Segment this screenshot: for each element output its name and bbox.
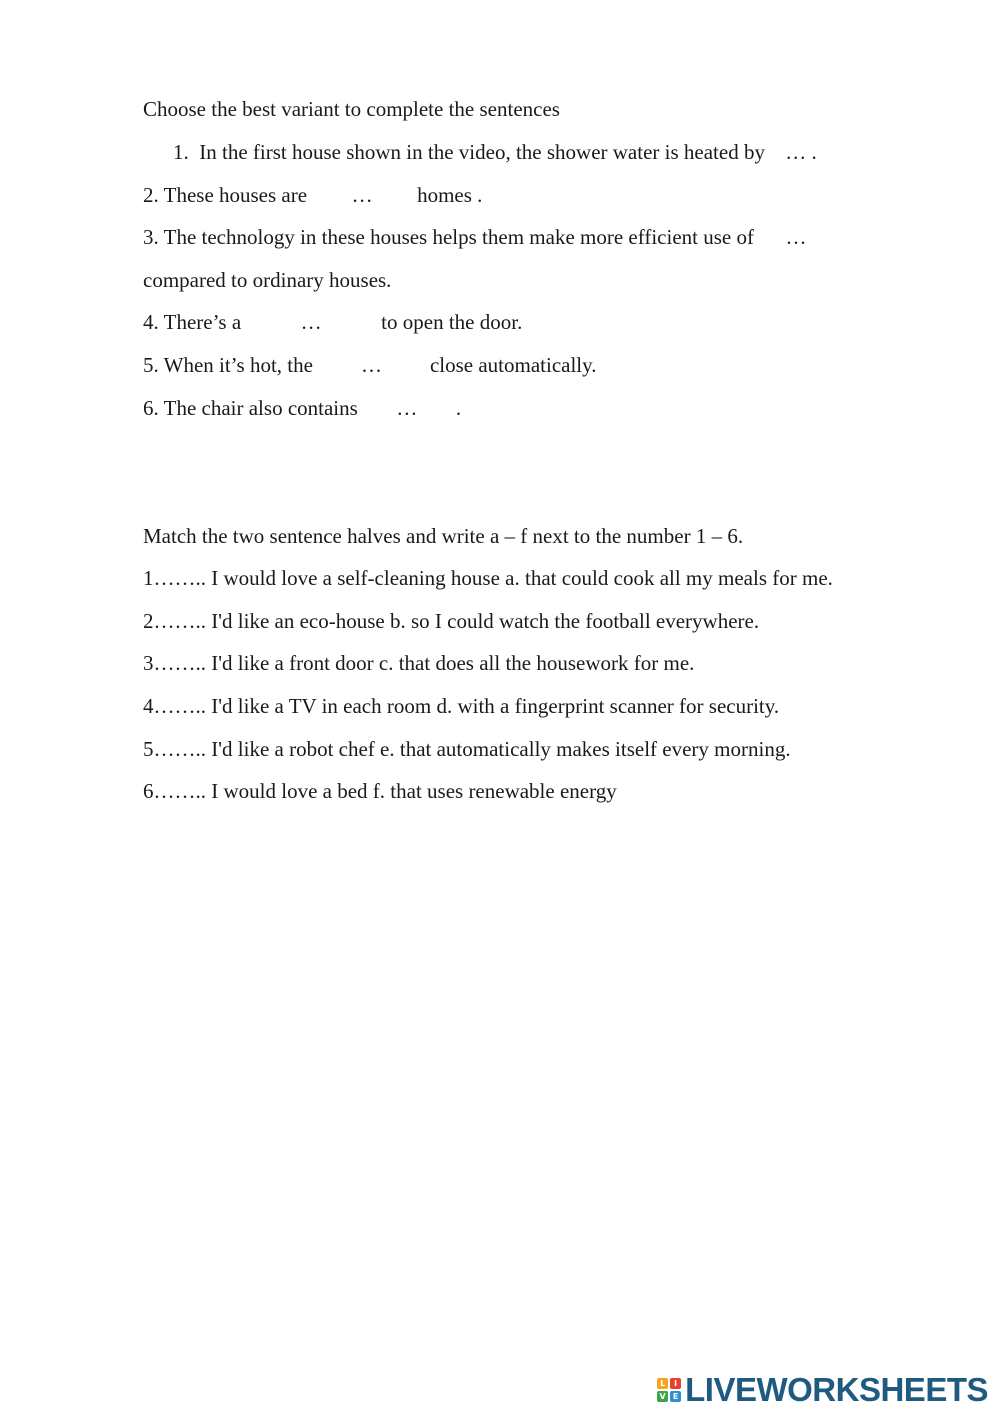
question-2-after: homes . bbox=[417, 183, 483, 207]
question-5-before: 5. When it’s hot, the bbox=[143, 353, 313, 377]
question-3-before: 3. The technology in these houses helps them make more efficient use of bbox=[143, 225, 754, 249]
logo-tile-l: L bbox=[657, 1378, 668, 1389]
question-2-before: 2. These houses are bbox=[143, 183, 308, 207]
liveworksheets-brand bbox=[657, 1372, 988, 1408]
question-6-after: . bbox=[455, 396, 462, 420]
question-1-text: In the first house shown in the video, the shower water is heated by bbox=[199, 140, 765, 164]
question-4-before: 4. There’s a bbox=[143, 310, 242, 334]
question-6-blank[interactable]: … bbox=[396, 396, 418, 420]
section1-heading: Choose the best variant to complete the sentences bbox=[143, 97, 560, 121]
question-3-blank[interactable]: … bbox=[785, 225, 807, 249]
match-item-5[interactable]: 5…….. I'd like a robot chef e. that automatically makes itself every morning. bbox=[143, 737, 791, 761]
question-5-blank[interactable]: … bbox=[360, 353, 382, 377]
logo-tile-v: V bbox=[657, 1391, 668, 1402]
question-6-before: 6. The chair also contains bbox=[143, 396, 358, 420]
question-3 bbox=[143, 224, 838, 250]
question-2-blank[interactable]: … bbox=[351, 183, 373, 207]
liveworksheets-logo-icon bbox=[657, 1378, 681, 1402]
match-item-6[interactable]: 6…….. I would love a bed f. that uses renewable energy bbox=[143, 779, 617, 803]
question-2 bbox=[143, 182, 482, 208]
logo-tile-e: E bbox=[670, 1391, 681, 1402]
match-item-1[interactable]: 1…….. I would love a self-cleaning house a. that could cook all my meals for me. bbox=[143, 566, 833, 590]
match-item-3[interactable]: 3…….. I'd like a front door c. that does all the housework for me. bbox=[143, 651, 695, 675]
question-4 bbox=[143, 309, 522, 335]
question-1 bbox=[173, 139, 837, 165]
question-6 bbox=[143, 395, 461, 421]
brand-wordmark: LIVEWORKSHEETS bbox=[685, 1371, 988, 1408]
question-5-after: close automatically. bbox=[429, 353, 597, 377]
question-1-number: 1. bbox=[173, 140, 189, 164]
question-1-blank[interactable]: … . bbox=[785, 140, 817, 164]
logo-tile-i: I bbox=[670, 1378, 681, 1389]
match-item-2[interactable]: 2…….. I'd like an eco-house b. so I could watch the football everywhere. bbox=[143, 609, 760, 633]
match-item-4[interactable]: 4…….. I'd like a TV in each room d. with a fingerprint scanner for security. bbox=[143, 694, 780, 718]
question-3-continuation: compared to ordinary houses. bbox=[143, 268, 392, 292]
section2-heading: Match the two sentence halves and write a – f next to the number 1 – 6. bbox=[143, 524, 744, 548]
question-4-blank[interactable]: … bbox=[300, 310, 322, 334]
question-4-after: to open the door. bbox=[381, 310, 523, 334]
question-5 bbox=[143, 352, 597, 378]
